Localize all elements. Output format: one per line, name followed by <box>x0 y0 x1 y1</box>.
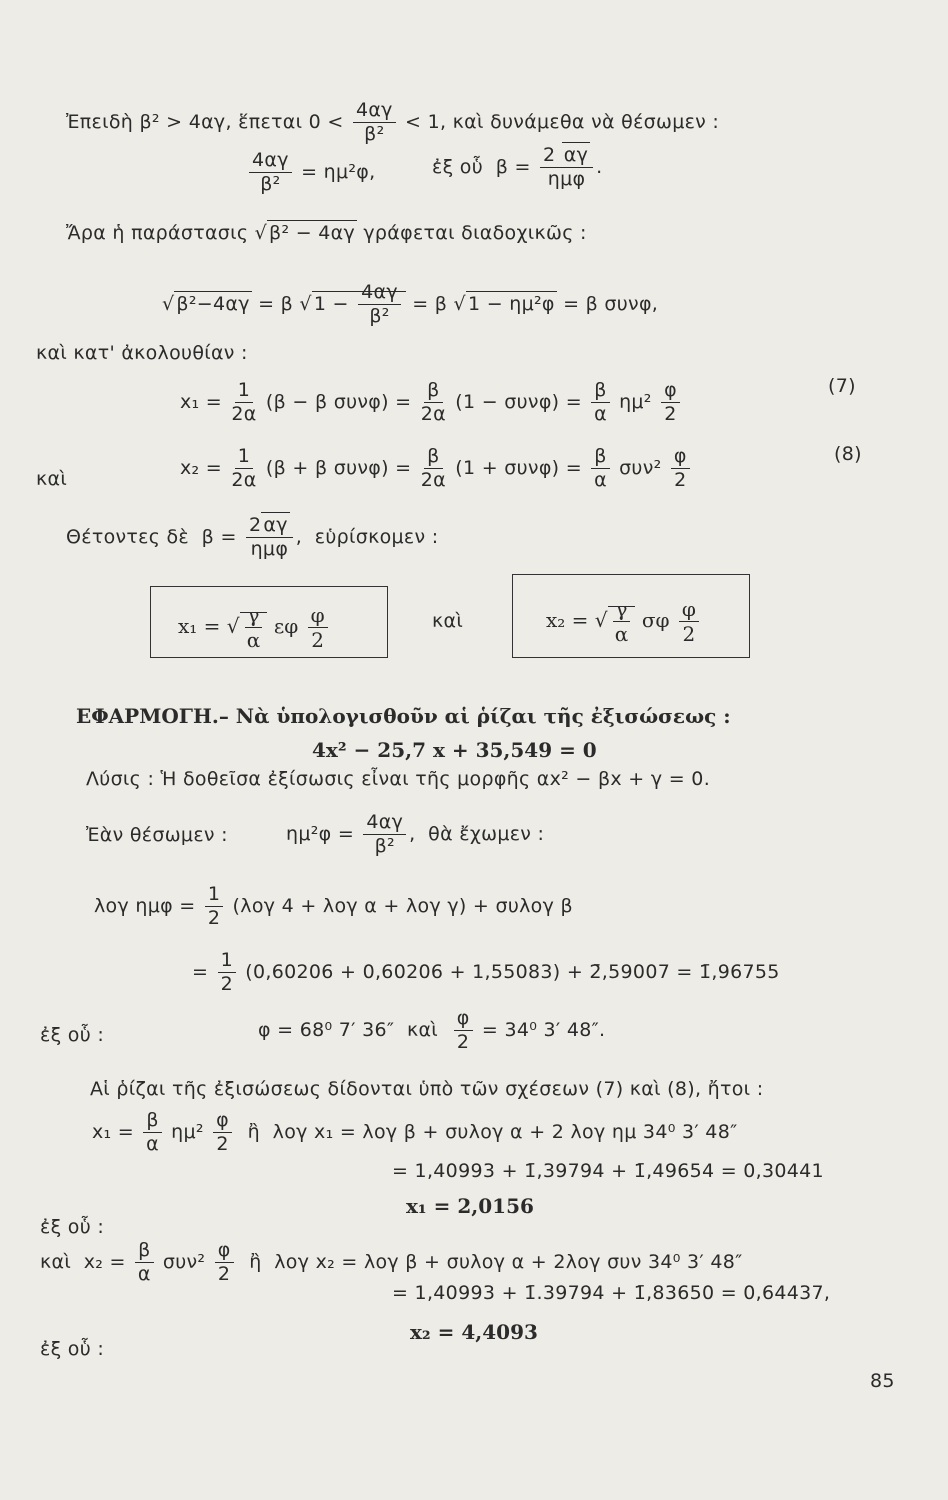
text-line: Ἐὰν θέσωμεν : <box>86 824 228 846</box>
text-line: Αἱ ῥίζαι τῆς ἐξισώσεως δίδονται ὑπὸ τῶν σχέσεων (7) καὶ (8), ἤτοι : <box>90 1078 764 1100</box>
section-heading: ΕΦΑΡΜΟΓΗ.– Νὰ ὑπολογισθοῦν αἱ ῥίζαι τῆς ἐξισώσεως : <box>76 704 731 728</box>
equation: = 1,40993 + 1̄.39794 + 1̄,83650 = 0,64437, <box>392 1282 831 1304</box>
text-line: Θέτοντες δὲ β = $\frac{2 \alpha\gamma}{\text{ημφ}}$ , εὑρίσκομεν : <box>66 514 439 560</box>
equation: x₁ = $\frac{\beta}{\alpha}$ ημ² $\frac{\varphi}{2}$ ἢ λογ x₁ = λογ β + συλογ α + 2 λογ ημ 34⁰ 3′ 48″ <box>92 1109 738 1155</box>
equation: 4x² − 25,7 x + 35,549 = 0 <box>312 738 597 762</box>
text-line: καὶ <box>432 610 464 632</box>
equation-number: (7) <box>828 375 856 397</box>
equation: = $\frac{1}{2}$ (0,60206 + 0,60206 + 1,55083) + 2̄,59007 = 1̄,96755 <box>192 949 780 995</box>
boxed-formula-1-text: x₁ = √ $\frac{\gamma}{\alpha}$ εφ $\frac{\varphi}{2}$ <box>178 604 331 651</box>
text-line: ἐξ οὗ : <box>40 1024 105 1046</box>
text-line: Ἐπειδὴ β² > 4αγ, ἕπεται 0 < $\frac{4\alpha\gamma}{\text{β²}}$ < 1, καὶ δυνάμεθα νὰ θέσωμεν : <box>66 99 720 145</box>
equation: φ = 68⁰ 7′ 36″ καὶ $\frac{\varphi}{2}$ = 34⁰ 3′ 48″. <box>258 1007 606 1053</box>
equation: = 1,40993 + 1̄,39794 + 1̄,49654 = 0,30441 <box>392 1160 824 1182</box>
result-x1: x₁ = 2,0156 <box>406 1194 534 1218</box>
text-line: ἐξ οὗ : <box>40 1216 105 1238</box>
text-line: καὶ <box>36 468 68 490</box>
equation: ἐξ οὗ β = $\frac{2 \alpha\gamma}{\text{ημφ}}$ . <box>432 144 603 190</box>
equation-number: (8) <box>834 443 862 465</box>
equation: λογ ημφ = $\frac{1}{2}$ (λογ 4 + λογ α + λογ γ) + συλογ β <box>94 883 573 929</box>
text-line: καὶ κατ' ἀκολουθίαν : <box>36 342 248 364</box>
page-number: 85 <box>870 1370 895 1392</box>
text-line: ἐξ οὗ : <box>40 1338 105 1360</box>
equation: $\frac{4\alpha\gamma}{\text{β²}}$ = ημ²φ, <box>246 150 376 195</box>
text-line: Λύσις : Ἡ δοθεῖσα ἐξίσωσις εἶναι τῆς μορφῆς αx² − βx + γ = 0. <box>86 768 711 790</box>
equation: x₁ = $\frac{1}{2\alpha}$ (β − β συνφ) = $\frac{\beta}{2\alpha}$ (1 − συνφ) = $\frac{\beta}{\alpha}$ ημ² $\frac{\varphi}{2}$ <box>180 380 683 425</box>
equation: √ β²−4αγ = β √ 1 − $\frac{4\alpha\gamma}{\text{β²}}$ = β √ 1 − ημ²φ = β συνφ, <box>162 281 659 327</box>
equation: x₂ = $\frac{1}{2\alpha}$ (β + β συνφ) = $\frac{\beta}{2\alpha}$ (1 + συνφ) = $\frac{\beta}{\alpha}$ συν² $\frac{\varphi}{2}$ <box>180 446 693 491</box>
fraction: $\frac{4\alpha\gamma}{\text{β²}}$ <box>353 100 396 145</box>
equation: ημ²φ = $\frac{4\alpha\gamma}{\text{β²}}$ , θὰ ἔχωμεν : <box>286 811 545 857</box>
text-line: Ἄρα ἡ παράστασις √ β² − 4αγ γράφεται διαδοχικῶς : <box>66 222 587 244</box>
result-x2: x₂ = 4,4093 <box>410 1320 538 1344</box>
equation: καὶ x₂ = $\frac{\beta}{\alpha}$ συν² $\frac{\varphi}{2}$ ἢ λογ x₂ = λογ β + συλογ α + 2λογ συν 34⁰ 3′ 48″ <box>40 1239 743 1285</box>
boxed-formula-2-text: x₂ = √ $\frac{\gamma}{\alpha}$ σφ $\frac{\varphi}{2}$ <box>546 598 702 645</box>
